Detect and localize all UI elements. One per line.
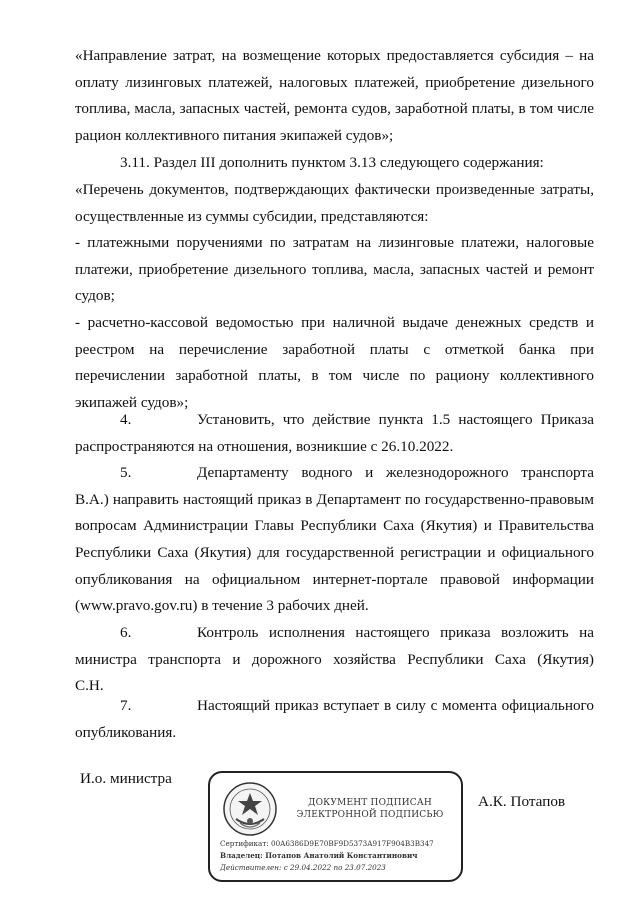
text-line: распространяются на отношения, возникшие с 26.10.2022. [75,437,454,455]
coat-of-arms-icon [222,781,278,837]
text-line: судов; [75,287,115,305]
item-number: 5. [120,464,132,481]
item-text: Установить, что действие пункта 1.5 настоящего Приказа [197,411,594,428]
text-line: рацион коллективного питания экипажей судов»; [75,127,394,145]
text-line: С.Н. [75,677,104,695]
text-line: - расчетно-кассовой ведомостью при наличной выдаче денежных средств и [75,314,594,331]
text-line: - платежными поручениями по затратам на лизинговые платежи, налоговые [75,234,594,251]
item-5 [75,460,594,620]
text-line: (www.pravo.gov.ru) в течение 3 рабочих дней. [75,597,369,615]
text-line: топлива, масла, запасных частей, ремонта судов, заработной платы, в том числе [75,100,594,118]
stamp-title [290,797,450,821]
text-line [75,407,594,434]
item-number: 6. [120,624,132,641]
item-number: 7. [120,697,132,714]
text-line: реестром на перечисление заработной платы с отметкой банка при [75,340,594,358]
paragraph-section-3-11 [75,150,594,177]
stamp-certificate: Сертификат: 00A6386D9E70BF9D5373A917F904B3B347 [220,839,434,848]
paragraph-cash-statement [75,310,594,417]
item-text: Контроль исполнения настоящего приказа возложить на [197,624,594,641]
stamp-title-line: ДОКУМЕНТ ПОДПИСАН [308,798,432,808]
paragraph-subsidy-direction [75,43,594,150]
item-6 [75,620,594,700]
text-line: опубликования на официальном интернет-портале правовой информации [75,570,594,588]
signatory-name: А.К. Потапов [478,793,566,810]
stamp-validity: Действителен: с 29.04.2022 по 23.07.2023 [220,863,386,872]
paragraph-document-list [75,177,594,230]
text-line: В.А.) направить настоящий приказ в Департамент по государственно-правовым [75,490,594,508]
item-4 [75,407,594,460]
text-line: Республики Саха (Якутия) для государственной регистрации и официального [75,544,594,562]
stamp-owner: Владелец: Потапов Анатолий Константинович [220,851,418,860]
text-line: опубликования. [75,723,177,741]
item-7 [75,693,594,746]
item-text: Настоящий приказ вступает в силу с момента официального [197,697,594,714]
text-line [75,693,594,720]
text-line: вопросам Администрации Главы Республики Саха (Якутия) и Правительства [75,517,594,535]
stamp-title-line: ЭЛЕКТРОННОЙ ПОДПИСЬЮ [296,810,444,820]
item-text: Департаменту водного и железнодорожного транспорта [197,464,594,481]
text-line: оплату лизинговых платежей, налоговых платежей, приобретение дизельного [75,73,594,91]
text-line: перечислении заработной платы, в том числе по рациону коллективного [75,367,594,385]
text-line: экипажей судов»; [75,394,189,412]
text-line: министра транспорта и дорожного хозяйства Республики Саха (Якутия) [75,650,594,668]
text-line: «Перечень документов, подтверждающих фактически произведенные затраты, [75,181,594,198]
item-number: 4. [120,411,132,428]
signatory-position: И.о. министра [80,770,172,787]
electronic-signature-stamp [208,771,463,882]
text-line [75,460,594,487]
text-line [75,620,594,647]
text-line: осуществленные из суммы субсидии, представляются: [75,207,429,225]
text-line: 3.11. Раздел III дополнить пунктом 3.13 следующего содержания: [120,154,544,171]
paragraph-payment-orders [75,230,594,310]
text-line: платежи, приобретение дизельного топлива, масла, запасных частей и ремонт [75,260,594,278]
text-line: «Направление затрат, на возмещение которых предоставляется субсидия – на [75,47,594,64]
